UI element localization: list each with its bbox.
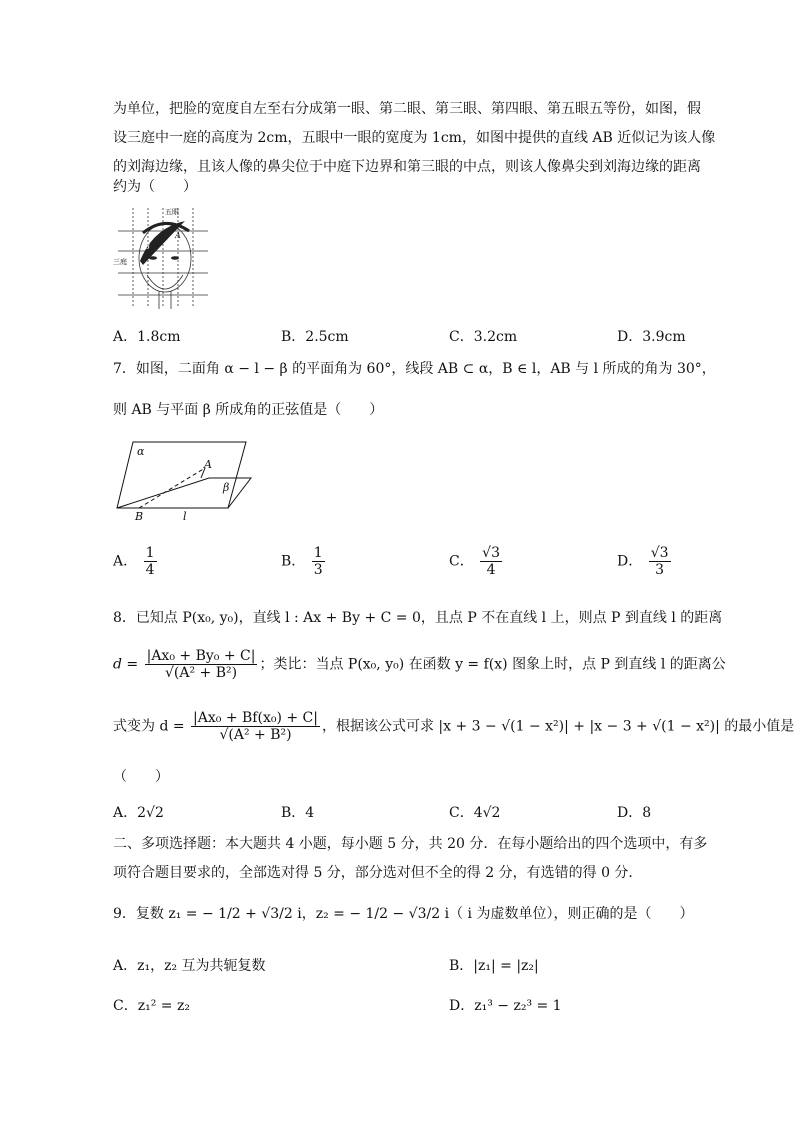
q7-label-l: l — [183, 510, 187, 523]
face-label-a: A — [175, 231, 181, 240]
q8-line-1: 8．已知点 P(x₀, y₀)，直线 l : Ax + By + C = 0，且点 P 不在直线 l 上，则点 P 到直线 l 的距离 — [113, 610, 723, 626]
section2-line-1: 二、多项选择题：本大题共 4 小题，每小题 5 分，共 20 分．在每小题给出的四个选项中，有多 — [113, 836, 708, 852]
q9-option-d[interactable]: D．z₁³ − z₂³ = 1 — [449, 998, 562, 1014]
q7-option-d[interactable] — [617, 545, 673, 578]
q7-label-alpha: α — [137, 445, 145, 458]
q8-line-3 — [113, 710, 794, 743]
q7-option-c-letter: C． — [449, 553, 474, 570]
q9-z1: − 1/2 + √3/2 i — [201, 906, 302, 922]
q7-option-d-fraction — [649, 545, 671, 578]
q7-option-c-fraction — [480, 545, 502, 578]
q7-option-d-num: √3 — [650, 545, 669, 561]
face-label-b: B — [144, 242, 150, 251]
q8-line-2 — [113, 648, 726, 681]
intro-line-1: 为单位，把脸的宽度自左至右分成第一眼、第二眼、第三眼、第四眼、第五眼五等份，如图，假 — [113, 101, 701, 117]
q7-option-a-num: 1 — [145, 545, 155, 561]
q7-option-a-den: 4 — [145, 562, 155, 579]
intro-line-4: 约为（ ） — [113, 179, 197, 195]
q7-option-b-letter: B． — [281, 553, 306, 570]
q7-label-beta: β — [223, 481, 230, 494]
face-label-top: 五眼 — [165, 208, 179, 216]
q7-option-c-num: √3 — [482, 545, 500, 561]
q7-option-a-letter: A． — [113, 553, 138, 570]
q7-option-a-fraction — [144, 545, 157, 578]
q8-d-den: √(A² + B²) — [164, 665, 238, 682]
q9-z2: − 1/2 − √3/2 i — [349, 906, 450, 922]
q8-f-den: √(A² + B²) — [219, 727, 292, 744]
q8-line-2-tail: ；类比：当点 P(x₀, y₀) 在函数 y = f(x) 图象上时，点 P 到直线 l 的距离公 — [259, 656, 726, 673]
q8-function-fraction — [191, 710, 320, 743]
q8-f-num: |Ax₀ + Bf(x₀) + C| — [193, 710, 318, 726]
q6-option-b[interactable]: B．2.5cm — [281, 329, 349, 345]
q9-z2-head: ，z₂ = — [301, 906, 345, 922]
intro-line-2: 设三庭中一庭的高度为 2cm，五眼中一眼的宽度为 1cm，如图中提供的直线 AB 近似记为该人像 — [113, 130, 716, 146]
q8-paren: （ ） — [113, 769, 169, 785]
q7-option-b-den: 3 — [313, 562, 323, 579]
q7-option-d-den: 3 — [655, 562, 665, 579]
q8-option-d[interactable]: D．8 — [617, 805, 652, 821]
q7-line-1: 7．如图，二面角 α − l − β 的平面角为 60°，线段 AB ⊂ α，B ∈ l，AB 与 l 所成的角为 30°， — [113, 361, 716, 377]
q9-tail: （ i 为虚数单位），则正确的是（ ） — [449, 906, 694, 922]
q8-option-b[interactable]: B．4 — [281, 805, 315, 821]
q7-option-c[interactable] — [449, 545, 504, 578]
q8-d-eq: d = — [113, 656, 139, 673]
q7-option-b-num: 1 — [313, 545, 323, 561]
q8-d-num: |Ax₀ + By₀ + C| — [146, 648, 256, 664]
q7-option-a[interactable] — [113, 545, 159, 578]
q7-label-b: B — [135, 510, 144, 523]
intro-line-3: 的刘海边缘，且该人像的鼻尖位于中庭下边界和第三眼的中点，则该人像鼻尖到刘海边缘的距离 — [113, 159, 701, 175]
q9-option-a[interactable]: A．z₁，z₂ 互为共轭复数 — [113, 958, 266, 974]
q6-option-a[interactable]: A．1.8cm — [113, 329, 181, 345]
q6-option-c[interactable]: C．3.2cm — [449, 329, 518, 345]
q7-label-a: A — [204, 458, 212, 471]
q8-line-3-tail: ，根据该公式可求 |x + 3 − √(1 − x²)| + |x − 3 + √(1 − x²)| 的最小值是 — [321, 718, 794, 735]
q9-head: 9．复数 z₁ = — [113, 906, 198, 922]
q7-option-c-den: 4 — [486, 562, 496, 579]
q8-line-3-head: 式变为 d = — [113, 718, 185, 735]
face-label-left: 三庭 — [113, 258, 127, 266]
q9-stem — [113, 903, 693, 923]
q7-option-b[interactable] — [281, 545, 327, 578]
q7-option-d-letter: D． — [617, 553, 643, 570]
q8-distance-fraction — [145, 648, 258, 681]
q7-line-2: 则 AB 与平面 β 所成角的正弦值是（ ） — [113, 402, 384, 418]
q8-option-a[interactable]: A．2√2 — [113, 805, 164, 821]
q7-option-b-fraction — [312, 545, 325, 578]
q8-option-c[interactable]: C．4√2 — [449, 805, 501, 821]
q9-option-b[interactable]: B．|z₁| = |z₂| — [449, 958, 539, 974]
face-figure — [113, 203, 213, 311]
q7-dihedral-figure — [113, 438, 253, 524]
section2-line-2: 项符合题目要求的，全部选对得 5 分，部分选对但不全的得 2 分，有选错的得 0 分． — [113, 865, 643, 881]
q6-option-d[interactable]: D．3.9cm — [617, 329, 686, 345]
q9-option-c[interactable]: C．z₁² = z₂ — [113, 998, 190, 1014]
